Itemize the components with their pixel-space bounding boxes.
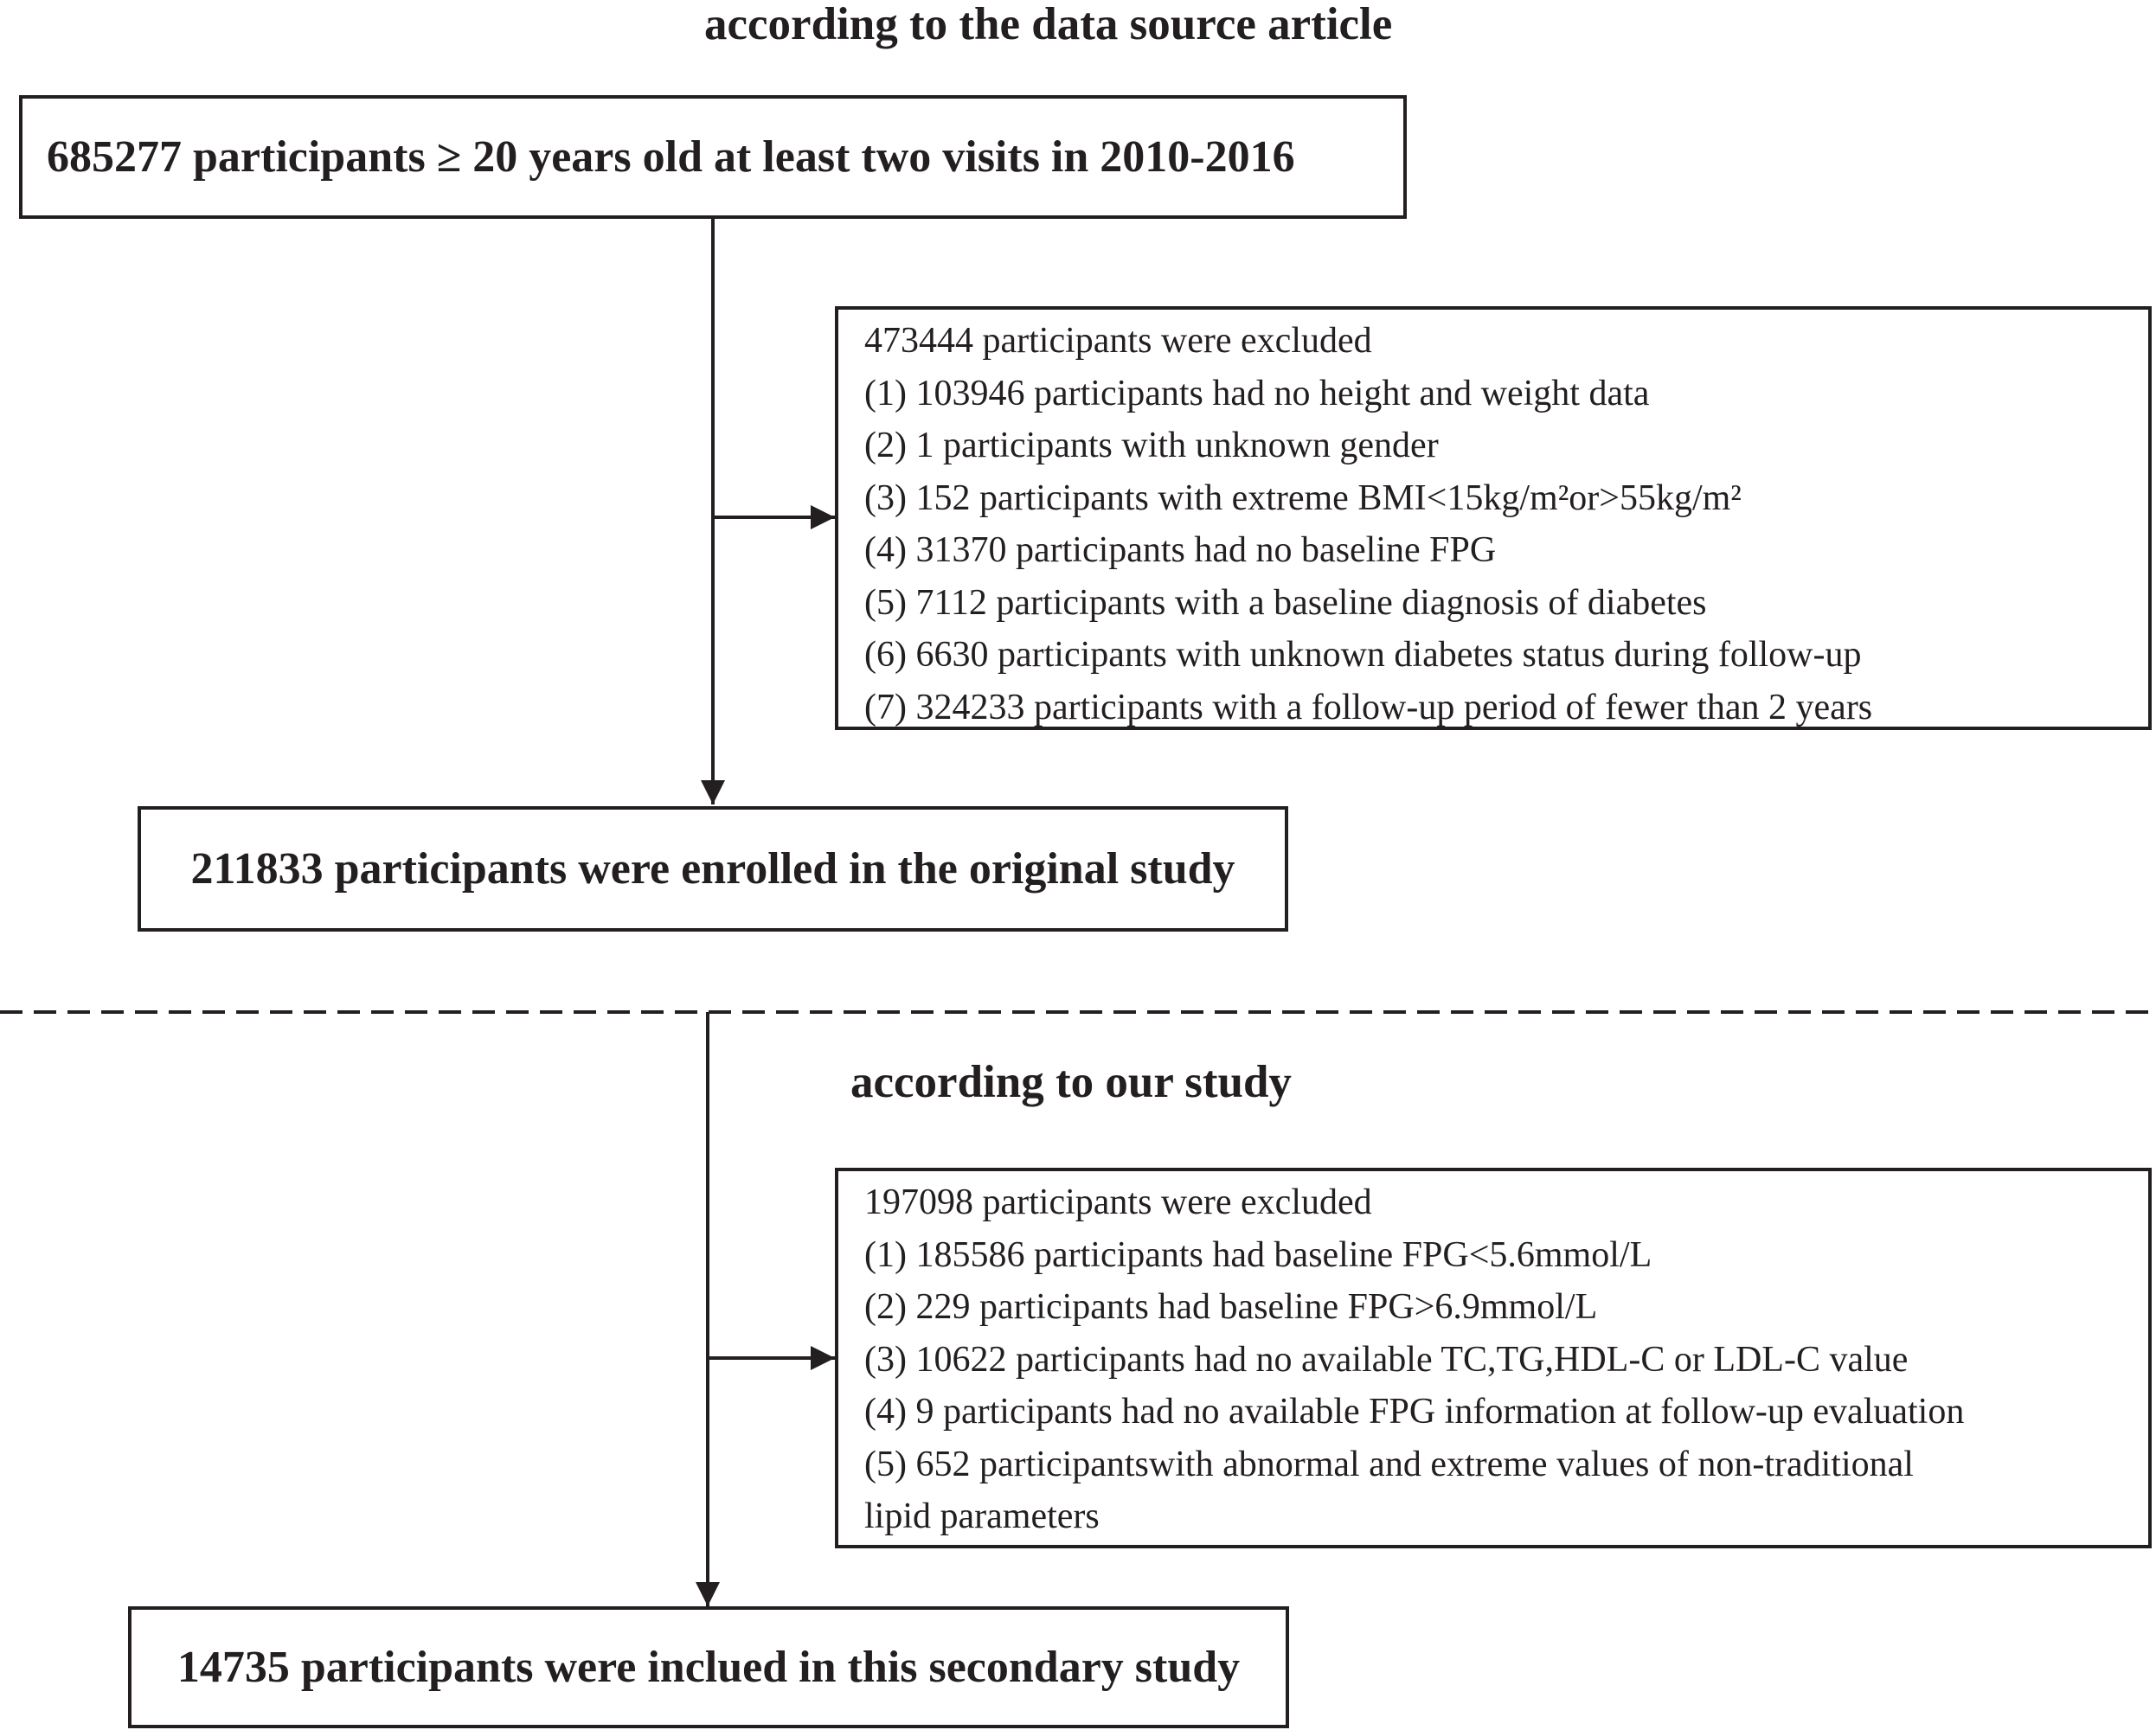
top-exclusion-box — [835, 306, 2152, 730]
initial-population-box — [19, 95, 1407, 219]
bottom-exclusion-item: (1) 185586 participants had baseline FPG<5.6mmol/L — [864, 1234, 1652, 1275]
top-exclusion-heading: 473444 participants were excluded — [864, 321, 1372, 361]
bottom-exclusion-box — [835, 1168, 2152, 1548]
top-exclusion-item: (2) 1 participants with unknown gender — [864, 426, 1439, 465]
top-section-title: according to the data source article — [704, 0, 1393, 49]
bottom-exclusion-item: (3) 10622 participants had no available TC,TG,HDL-C or LDL-C value — [864, 1339, 1909, 1380]
bottom-section-title: according to our study — [850, 1057, 1292, 1107]
top-exclusion-item: (1) 103946 participants had no height and weight data — [864, 373, 1650, 413]
top-exclusion-item: (3) 152 participants with extreme BMI<15kg/m²or>55kg/m² — [864, 477, 1742, 518]
top-exclusion-item: (7) 324233 participants with a follow-up period of fewer than 2 years — [864, 687, 1873, 727]
top-exclusion-item: (6) 6630 participants with unknown diabetes status during follow-up — [864, 635, 1862, 675]
enrolled-label: 211833 participants were enrolled in the original study — [190, 844, 1235, 894]
bottom-exclusion-item: (5) 652 participantswith abnormal and extreme values of non-traditional — [864, 1444, 1914, 1484]
top-exclusion-item: (4) 31370 participants had no baseline FPG — [864, 530, 1497, 570]
bottom-exclusion-item: (2) 229 participants had baseline FPG>6.9mmol/L — [864, 1287, 1598, 1327]
bottom-exclusion-item: (4) 9 participants had no available FPG information at follow-up evaluation — [864, 1392, 1965, 1432]
initial-population-label: 685277 participants ≥ 20 years old at least two visits in 2010-2016 — [47, 132, 1295, 182]
bottom-exclusion-item-continuation: lipid parameters — [864, 1496, 1100, 1536]
bottom-exclusion-heading: 197098 participants were excluded — [864, 1182, 1372, 1222]
final-cohort-label: 14735 participants were inclued in this secondary study — [176, 1643, 1241, 1692]
enrolled-box — [138, 806, 1288, 932]
top-exclusion-item: (5) 7112 participants with a baseline diagnosis of diabetes — [864, 582, 1707, 623]
final-cohort-box — [128, 1606, 1289, 1728]
